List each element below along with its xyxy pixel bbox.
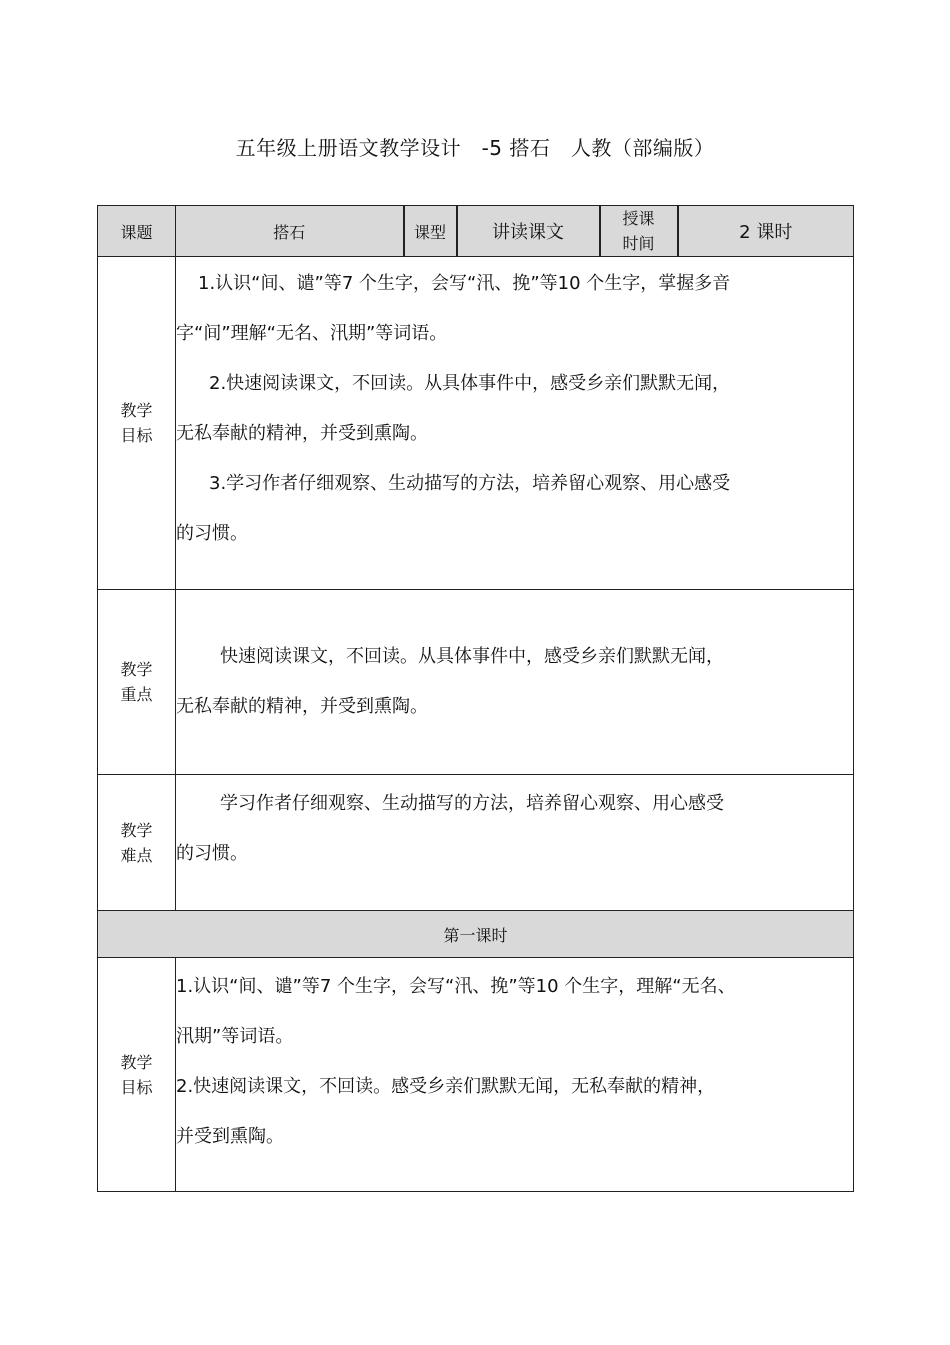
difficulties-label-line1: 教学 <box>120 820 153 840</box>
objectives-content <box>176 257 854 590</box>
key-points-row <box>98 590 854 775</box>
type-label: 课型 <box>404 206 457 257</box>
first-period-objectives-label <box>98 958 176 1192</box>
difficulties-content <box>176 775 854 911</box>
objectives-row <box>98 257 854 590</box>
difficulty-line2: 的习惯。 <box>176 843 248 864</box>
difficulties-row <box>98 775 854 911</box>
first-period-objective-1-line2: 汛期”等词语。 <box>176 1026 294 1047</box>
hours-value: 2 课时 <box>678 206 854 257</box>
key-points-content <box>176 590 854 775</box>
objective-1-line2: 字“间”理解“无名、汛期”等词语。 <box>176 323 448 344</box>
first-period-objective-2-line1: 2.快速阅读课文，不回读。感受乡亲们默默无闻，无私奉献的精神， <box>176 1076 716 1097</box>
key-point-line1: 快速阅读课文，不回读。从具体事件中，感受乡亲们默默无闻， <box>220 646 724 667</box>
objectives-label-line2: 目标 <box>120 426 153 445</box>
objective-2-line1: 2.快速阅读课文，不回读。从具体事件中，感受乡亲们默默无闻， <box>209 373 731 394</box>
topic-value: 搭石 <box>176 206 404 257</box>
first-period-title: 第一课时 <box>98 911 854 958</box>
difficulties-label <box>98 775 176 911</box>
header-row <box>98 206 854 257</box>
key-points-label-line2: 重点 <box>120 685 153 704</box>
key-point-line2: 无私奉献的精神，并受到熏陶。 <box>176 696 428 717</box>
hours-label <box>600 206 678 257</box>
objectives-label <box>98 257 176 590</box>
topic-label: 课题 <box>98 206 176 257</box>
lesson-plan-table <box>97 205 854 1192</box>
difficulty-line1: 学习作者仔细观察、生动描写的方法，培养留心观察、用心感受 <box>220 793 724 814</box>
first-period-label-line1: 教学 <box>120 1052 153 1072</box>
objective-3-line1: 3.学习作者仔细观察、生动描写的方法，培养留心观察、用心感受 <box>209 473 731 494</box>
first-period-objective-1-line1: 1.认识“间、谴”等7 个生字，会写“汛、挽”等10 个生字，理解“无名、 <box>176 976 736 997</box>
objective-3-line2: 的习惯。 <box>176 523 248 544</box>
first-period-objectives-content <box>176 958 854 1192</box>
objective-2-line2: 无私奉献的精神，并受到熏陶。 <box>176 423 428 444</box>
type-value: 讲读课文 <box>457 206 600 257</box>
first-period-objectives-row <box>98 958 854 1192</box>
difficulties-label-line2: 难点 <box>120 845 153 865</box>
objective-1-line1: 1.认识“间、谴”等7 个生字，会写“汛、挽”等10 个生字，掌握多音 <box>198 273 731 294</box>
first-period-label-line2: 目标 <box>120 1077 153 1097</box>
key-points-label <box>98 590 176 775</box>
hours-label-line1: 授课 <box>622 209 655 228</box>
objectives-label-line1: 教学 <box>120 401 153 420</box>
first-period-objective-2-line2: 并受到熏陶。 <box>176 1126 284 1147</box>
document-title: 五年级上册语文教学设计 -5 搭石 人教（部编版） <box>235 136 715 160</box>
hours-label-line2: 时间 <box>622 234 655 253</box>
first-period-row <box>98 911 854 958</box>
key-points-label-line1: 教学 <box>120 660 153 679</box>
